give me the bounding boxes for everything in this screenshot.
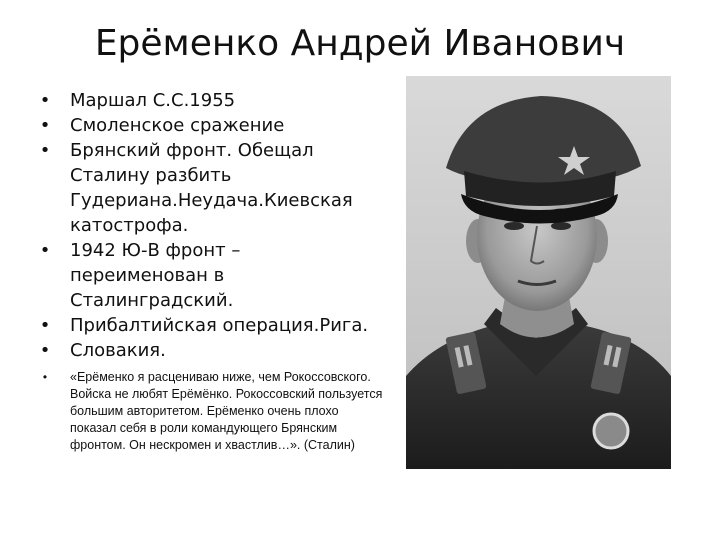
bullet-item (38, 88, 383, 113)
bullet-dot: • (42, 370, 48, 384)
bullet-item (38, 138, 383, 238)
slide-title: Ерёменко Андрей Иванович (94, 23, 626, 64)
bullet-text: 1942 Ю-В фронт – переименован в Сталинградский. (70, 240, 241, 311)
bullet-list (38, 88, 383, 454)
bullet-text: Маршал С.С.1955 (70, 90, 236, 111)
bullet-item (38, 313, 383, 338)
bullet-dot: • (39, 315, 51, 336)
bullet-text: Брянский фронт. Обещал Сталину разбить Гудериана.Неудача.Киевская катострофа. (70, 140, 353, 236)
bullet-dot: • (39, 140, 51, 161)
quote-item (38, 369, 383, 454)
bullet-dot: • (39, 240, 51, 261)
bullet-dot: • (39, 340, 51, 361)
portrait-icon (406, 76, 671, 469)
bullet-text: Словакия. (70, 340, 166, 361)
bullet-item (38, 338, 383, 363)
bullet-dot: • (39, 90, 51, 111)
portrait-photo (406, 76, 671, 469)
quote-text: «Ерёменко я расцениваю ниже, чем Рокоссовского. Войска не любят Ерёмёнко. Рокоссовский пользуется большим авторитетом. Ерёменко очень плохо показал себя в роли командующего Брянским фронтом. Он нескромен и хвастлив…». (Сталин) (70, 370, 383, 452)
bullet-text: Смоленское сражение (70, 115, 285, 136)
bullet-item (38, 113, 383, 138)
bullet-dot: • (39, 115, 51, 136)
bullet-item (38, 238, 383, 313)
bullet-text: Прибалтийская операция.Рига. (70, 315, 369, 336)
